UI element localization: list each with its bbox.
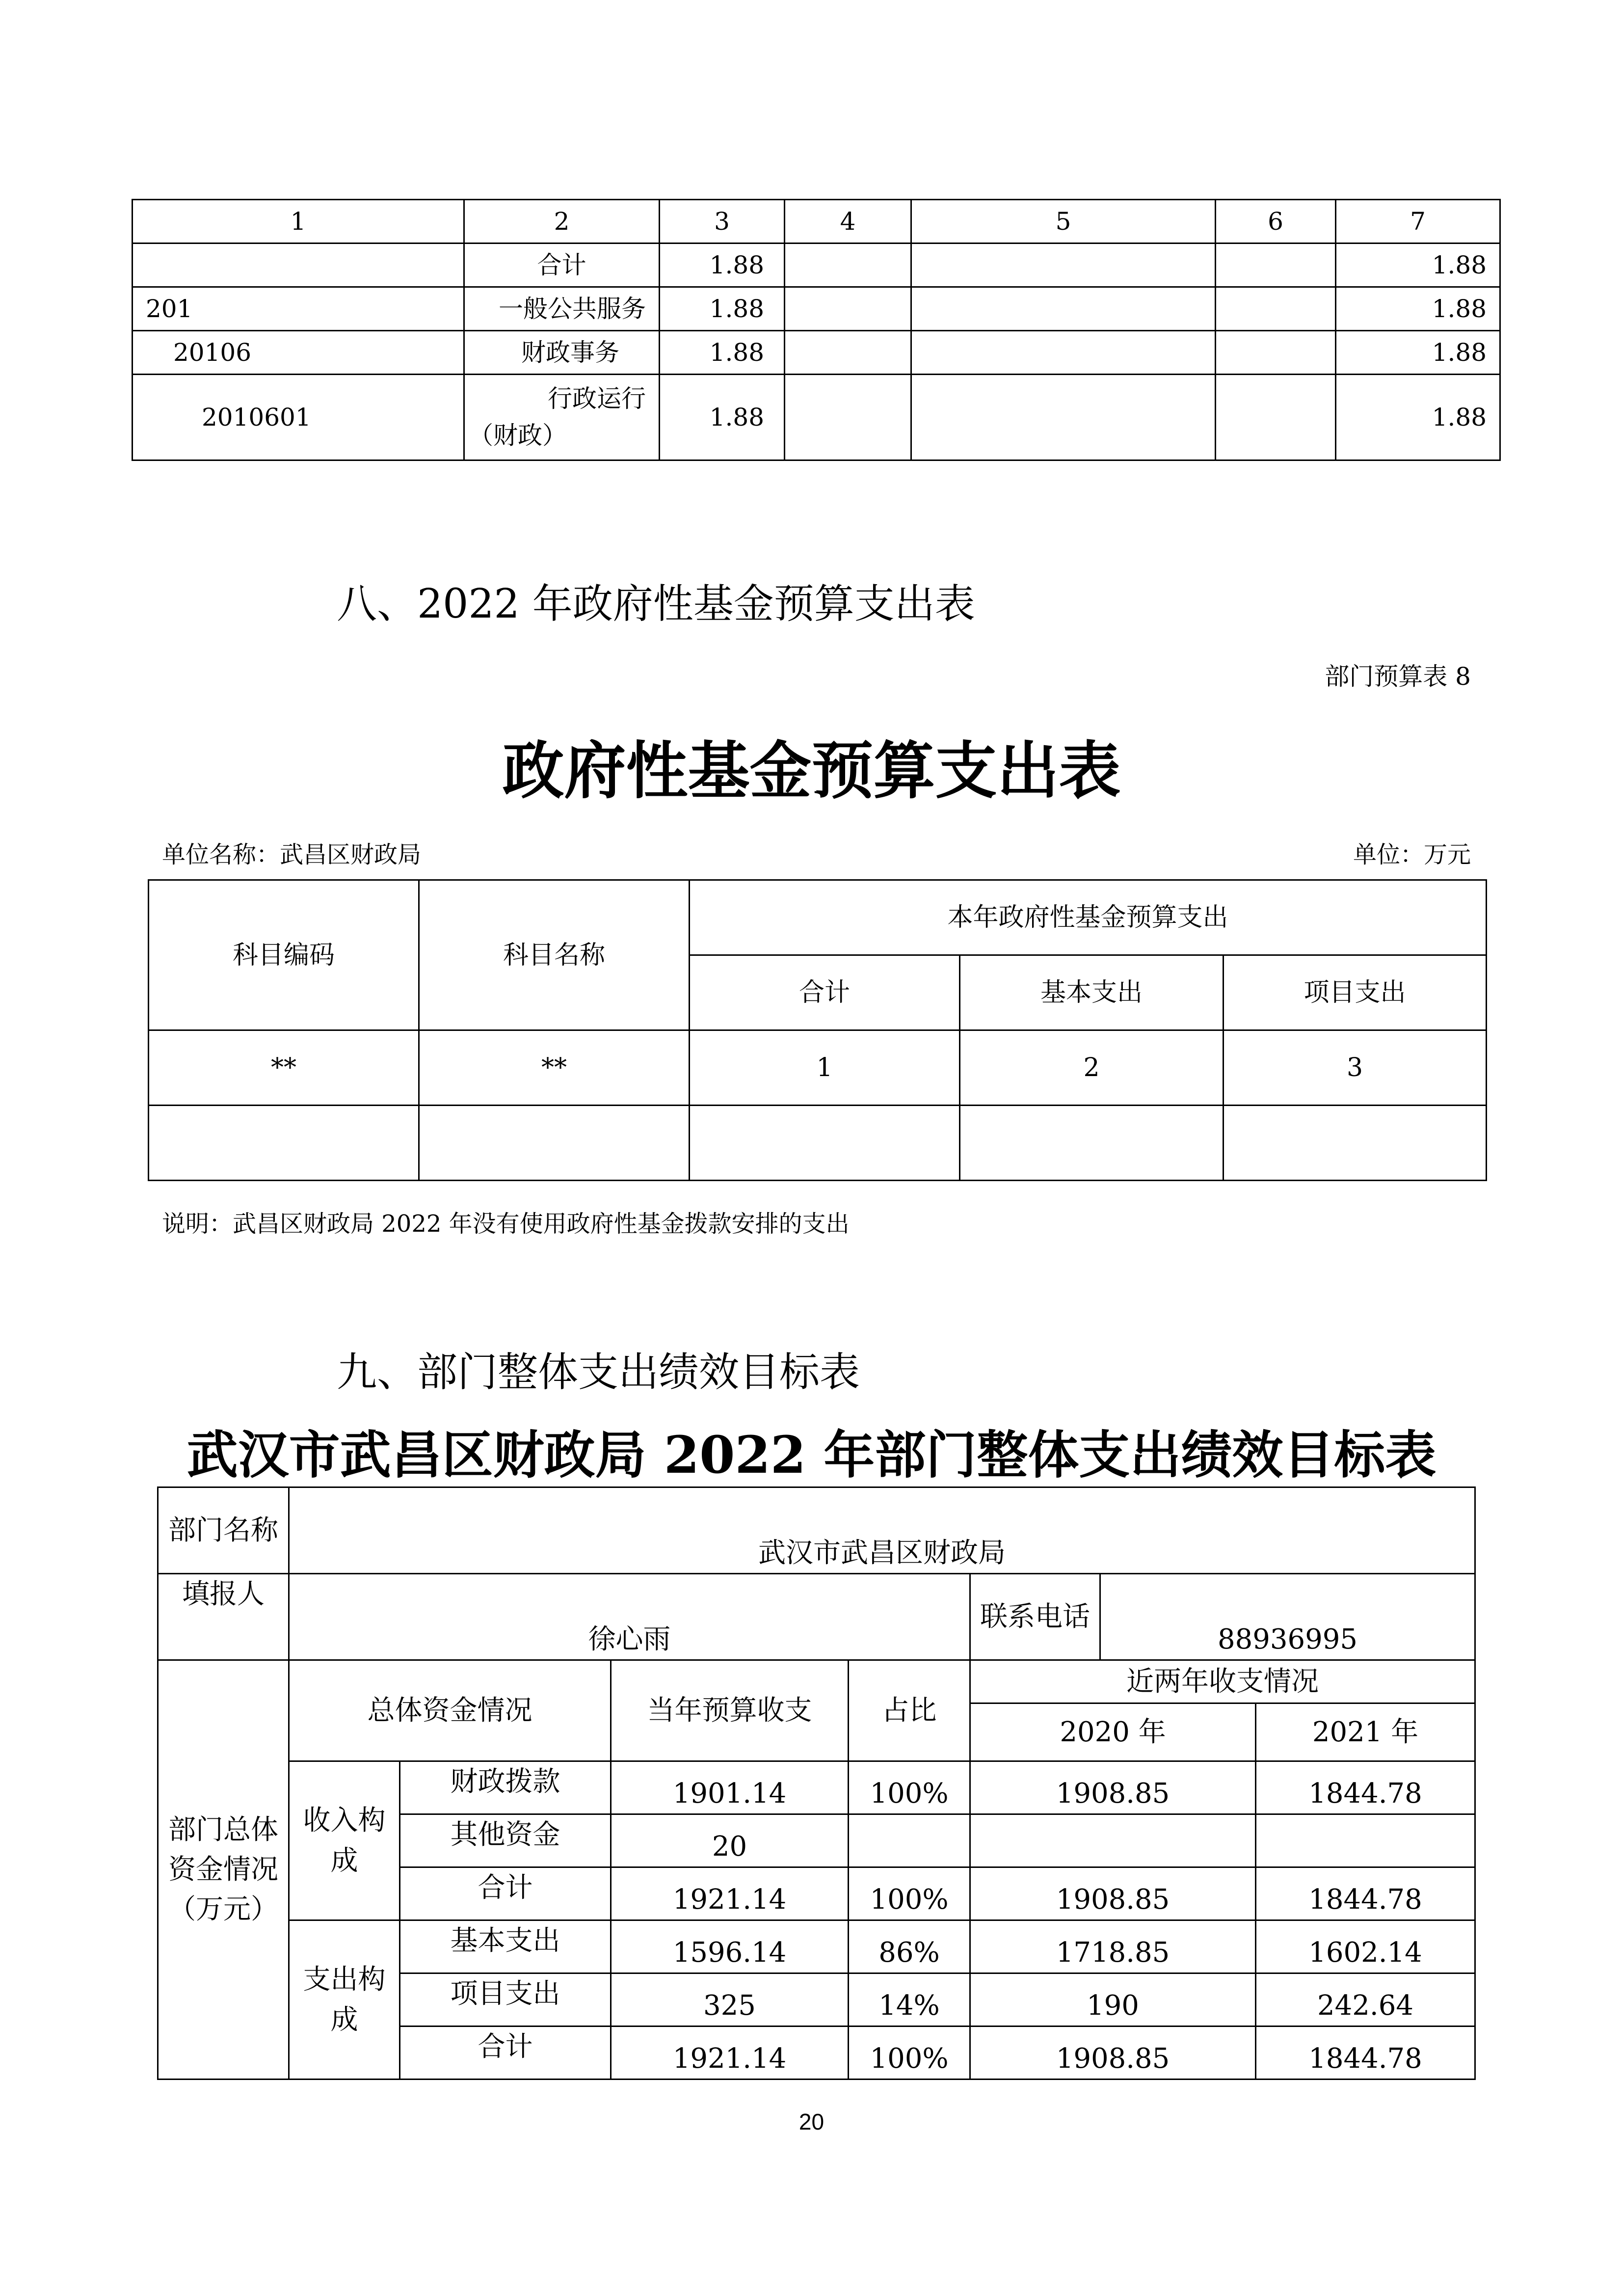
y2021-value: 1844.78: [1256, 2026, 1475, 2080]
cell-col6: [1216, 243, 1336, 287]
recent-years-header: 近两年收支情况: [970, 1660, 1475, 1703]
col-header-4: 4: [785, 200, 911, 243]
expense-label: 支出构成: [289, 1920, 400, 2080]
cell-col4: [785, 243, 911, 287]
col-project-expense: 项目支出: [1224, 955, 1487, 1030]
cell-col5: [911, 243, 1216, 287]
col-basic-expense: 基本支出: [960, 955, 1224, 1030]
col-header-3: 3: [660, 200, 785, 243]
subject-name: 一般公共服务: [464, 287, 660, 331]
funds-label: 部门总体资金情况（万元）: [158, 1660, 289, 2080]
table-row: [158, 1487, 1475, 1574]
overall-funds-header: 总体资金情况: [289, 1660, 611, 1761]
empty-cell: [149, 1106, 419, 1181]
ratio-value: [849, 1814, 970, 1867]
empty-cell: [690, 1106, 960, 1181]
cell-col7: 1.88: [1336, 287, 1500, 331]
subject-name: 财政事务: [464, 331, 660, 375]
col-subject-name: 科目名称: [419, 880, 690, 1030]
phone-value: 88936995: [1100, 1574, 1475, 1660]
table-row: [158, 1761, 1475, 1814]
cell-col6: [1216, 331, 1336, 375]
subject-name: 合计: [464, 243, 660, 287]
col-header-5: 5: [911, 200, 1216, 243]
ratio-value: 100%: [849, 1761, 970, 1814]
cell-col5: [911, 287, 1216, 331]
subject-code: [133, 243, 464, 287]
cell-col3: 1.88: [660, 331, 785, 375]
y2020-value: 1908.85: [970, 2026, 1256, 2080]
index-cell: **: [149, 1030, 419, 1106]
y2020-value: 190: [970, 1973, 1256, 2026]
budget-value: 325: [611, 1973, 849, 2026]
budget-value: 1901.14: [611, 1761, 849, 1814]
y2020-value: 1908.85: [970, 1761, 1256, 1814]
table-row: [158, 1920, 1475, 1973]
cell-col3: 1.88: [660, 287, 785, 331]
section8-note: 说明：武昌区财政局 2022 年没有使用政府性基金拨款安排的支出: [162, 1210, 850, 1238]
cell-col5: [911, 375, 1216, 460]
ratio-header: 占比: [849, 1660, 970, 1761]
budget-value: 1596.14: [611, 1920, 849, 1973]
page-number: 20: [798, 2109, 825, 2134]
cell-col3: 1.88: [660, 243, 785, 287]
government-fund-table: [148, 879, 1487, 1181]
ratio-value: 100%: [849, 1867, 970, 1920]
item-name: 合计: [400, 1867, 611, 1920]
index-cell: 1: [690, 1030, 960, 1106]
unit-label: 单位：万元: [1353, 841, 1471, 868]
filler-label: 填报人: [158, 1574, 289, 1660]
dept-value: 武汉市武昌区财政局: [289, 1487, 1475, 1574]
budget-value: 1921.14: [611, 2026, 849, 2080]
empty-cell: [419, 1106, 690, 1181]
subject-code: 201: [133, 287, 464, 331]
table-header-row: [158, 1660, 1475, 1703]
subject-name-line1: 行政运行: [548, 384, 646, 413]
subject-code: 2010601: [133, 375, 464, 460]
expenditure-table-continued: [132, 199, 1501, 461]
budget-header: 当年预算收支: [611, 1660, 849, 1761]
y2021-value: 1844.78: [1256, 1761, 1475, 1814]
cell-col4: [785, 375, 911, 460]
empty-cell: [960, 1106, 1224, 1181]
y2021-value: [1256, 1814, 1475, 1867]
y2020-value: 1908.85: [970, 1867, 1256, 1920]
section9-heading: 九、部门整体支出绩效目标表: [337, 1349, 860, 1396]
year-2020-header: 2020 年: [970, 1703, 1256, 1761]
cell-col7: 1.88: [1336, 375, 1500, 460]
unit-name-label: 单位名称：武昌区财政局: [162, 841, 422, 868]
filler-value: 徐心雨: [289, 1574, 970, 1660]
index-cell: 3: [1224, 1030, 1487, 1106]
table-header-row: [149, 880, 1487, 955]
ratio-value: 100%: [849, 2026, 970, 2080]
cell-col7: 1.88: [1336, 243, 1500, 287]
y2021-value: 1844.78: [1256, 1867, 1475, 1920]
phone-label: 联系电话: [970, 1574, 1100, 1660]
col-subject-code: 科目编码: [149, 880, 419, 1030]
table-number: 部门预算表 8: [1325, 662, 1471, 691]
ratio-value: 86%: [849, 1920, 970, 1973]
table-row: [149, 1106, 1487, 1181]
section9-title: 武汉市武昌区财政局 2022 年部门整体支出绩效目标表: [186, 1425, 1437, 1485]
table-header-row: [133, 200, 1500, 243]
income-label: 收入构成: [289, 1761, 400, 1920]
y2021-value: 242.64: [1256, 1973, 1475, 2026]
table-index-row: [149, 1030, 1487, 1106]
cell-col4: [785, 287, 911, 331]
subject-name-line2: （财政）: [469, 421, 567, 450]
item-name: 项目支出: [400, 1973, 611, 2026]
subject-code: 20106: [133, 331, 464, 375]
item-name: 其他资金: [400, 1814, 611, 1867]
subject-name: [464, 375, 660, 460]
col-header-2: 2: [464, 200, 660, 243]
budget-value: 20: [611, 1814, 849, 1867]
table-row: [133, 243, 1500, 287]
y2021-value: 1602.14: [1256, 1920, 1475, 1973]
cell-col7: 1.88: [1336, 331, 1500, 375]
section8-heading: 八、2022 年政府性基金预算支出表: [337, 581, 975, 627]
col-header-1: 1: [133, 200, 464, 243]
table-row: [133, 375, 1500, 460]
y2020-value: [970, 1814, 1256, 1867]
index-cell: **: [419, 1030, 690, 1106]
cell-col6: [1216, 287, 1336, 331]
item-name: 基本支出: [400, 1920, 611, 1973]
dept-label: 部门名称: [158, 1487, 289, 1574]
cell-col4: [785, 331, 911, 375]
cell-col6: [1216, 375, 1336, 460]
col-total: 合计: [690, 955, 960, 1030]
cell-col3: 1.88: [660, 375, 785, 460]
item-name: 合计: [400, 2026, 611, 2080]
performance-target-table: [157, 1486, 1476, 2080]
ratio-value: 14%: [849, 1973, 970, 2026]
table-row: [133, 331, 1500, 375]
section8-title: 政府性基金预算支出表: [502, 734, 1121, 807]
cell-col5: [911, 331, 1216, 375]
year-2021-header: 2021 年: [1256, 1703, 1475, 1761]
col-header-6: 6: [1216, 200, 1336, 243]
table-row: [158, 1574, 1475, 1660]
y2020-value: 1718.85: [970, 1920, 1256, 1973]
budget-value: 1921.14: [611, 1867, 849, 1920]
col-group-header: 本年政府性基金预算支出: [690, 880, 1487, 955]
item-name: 财政拨款: [400, 1761, 611, 1814]
index-cell: 2: [960, 1030, 1224, 1106]
empty-cell: [1224, 1106, 1487, 1181]
col-header-7: 7: [1336, 200, 1500, 243]
table-row: [133, 287, 1500, 331]
